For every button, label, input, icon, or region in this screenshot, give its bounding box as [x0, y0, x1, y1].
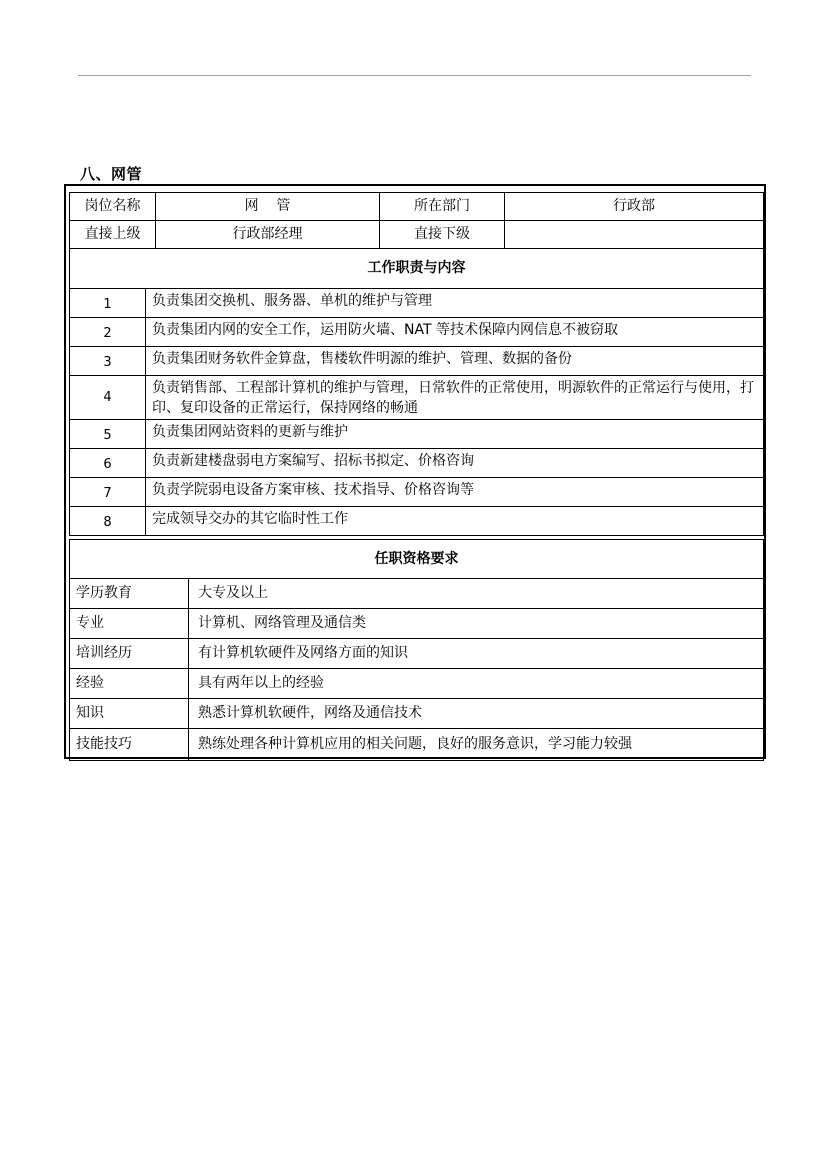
table-row [70, 507, 764, 536]
requirements-table [69, 539, 764, 761]
duty-number: 7 [70, 478, 146, 507]
table-row [70, 609, 764, 639]
subordinate-value [505, 221, 764, 249]
requirement-value: 大专及以上 [189, 579, 764, 609]
section-title: 八、网管 [80, 165, 143, 183]
duty-text: 负责学院弱电设备方案审核、技术指导、价格咨询等 [146, 478, 764, 507]
department-value: 行政部 [505, 193, 764, 221]
duties-heading: 工作职责与内容 [70, 249, 764, 289]
position-value: 网 管 [156, 193, 380, 221]
requirement-value: 熟练处理各种计算机应用的相关问题，良好的服务意识，学习能力较强 [189, 729, 764, 761]
duty-number: 4 [70, 376, 146, 420]
requirement-label: 学历教育 [70, 579, 189, 609]
table-row [70, 347, 764, 376]
requirement-label: 专业 [70, 609, 189, 639]
table-row [70, 420, 764, 449]
table-row [70, 221, 764, 249]
table-row [70, 318, 764, 347]
table-row [70, 579, 764, 609]
header-rule [78, 75, 751, 76]
table-row [70, 193, 764, 221]
requirement-label: 经验 [70, 669, 189, 699]
duty-number: 2 [70, 318, 146, 347]
table-row [70, 376, 764, 420]
requirement-value: 有计算机软硬件及网络方面的知识 [189, 639, 764, 669]
table-row [70, 639, 764, 669]
position-info-table [69, 192, 764, 249]
superior-value: 行政部经理 [156, 221, 380, 249]
table-row [70, 449, 764, 478]
requirement-label: 技能技巧 [70, 729, 189, 761]
table-row [70, 729, 764, 761]
superior-label: 直接上级 [70, 221, 156, 249]
requirement-label: 培训经历 [70, 639, 189, 669]
requirements-heading: 任职资格要求 [70, 540, 764, 579]
duty-text: 负责集团交换机、服务器、单机的维护与管理 [146, 289, 764, 318]
duty-text: 负责集团财务软件金算盘，售楼软件明源的维护、管理、数据的备份 [146, 347, 764, 376]
requirement-value: 熟悉计算机软硬件，网络及通信技术 [189, 699, 764, 729]
duty-text: 完成领导交办的其它临时性工作 [146, 507, 764, 536]
requirement-value: 具有两年以上的经验 [189, 669, 764, 699]
duties-table [69, 248, 764, 536]
table-row [70, 289, 764, 318]
duty-text: 负责集团网站资料的更新与维护 [146, 420, 764, 449]
position-label: 岗位名称 [70, 193, 156, 221]
department-label: 所在部门 [380, 193, 505, 221]
table-row [70, 669, 764, 699]
table-row [70, 699, 764, 729]
requirement-label: 知识 [70, 699, 189, 729]
subordinate-label: 直接下级 [380, 221, 505, 249]
duty-text: 负责销售部、工程部计算机的维护与管理，日常软件的正常使用，明源软件的正常运行与使用，打印、复印设备的正常运行，保持网络的畅通 [146, 376, 764, 420]
table-row [70, 478, 764, 507]
duty-number: 3 [70, 347, 146, 376]
duty-number: 6 [70, 449, 146, 478]
requirement-value: 计算机、网络管理及通信类 [189, 609, 764, 639]
duty-text: 负责新建楼盘弱电方案编写、招标书拟定、价格咨询 [146, 449, 764, 478]
duty-number: 5 [70, 420, 146, 449]
duty-number: 8 [70, 507, 146, 536]
duty-text: 负责集团内网的安全工作，运用防火墙、NAT 等技术保障内网信息不被窃取 [146, 318, 764, 347]
duty-number: 1 [70, 289, 146, 318]
